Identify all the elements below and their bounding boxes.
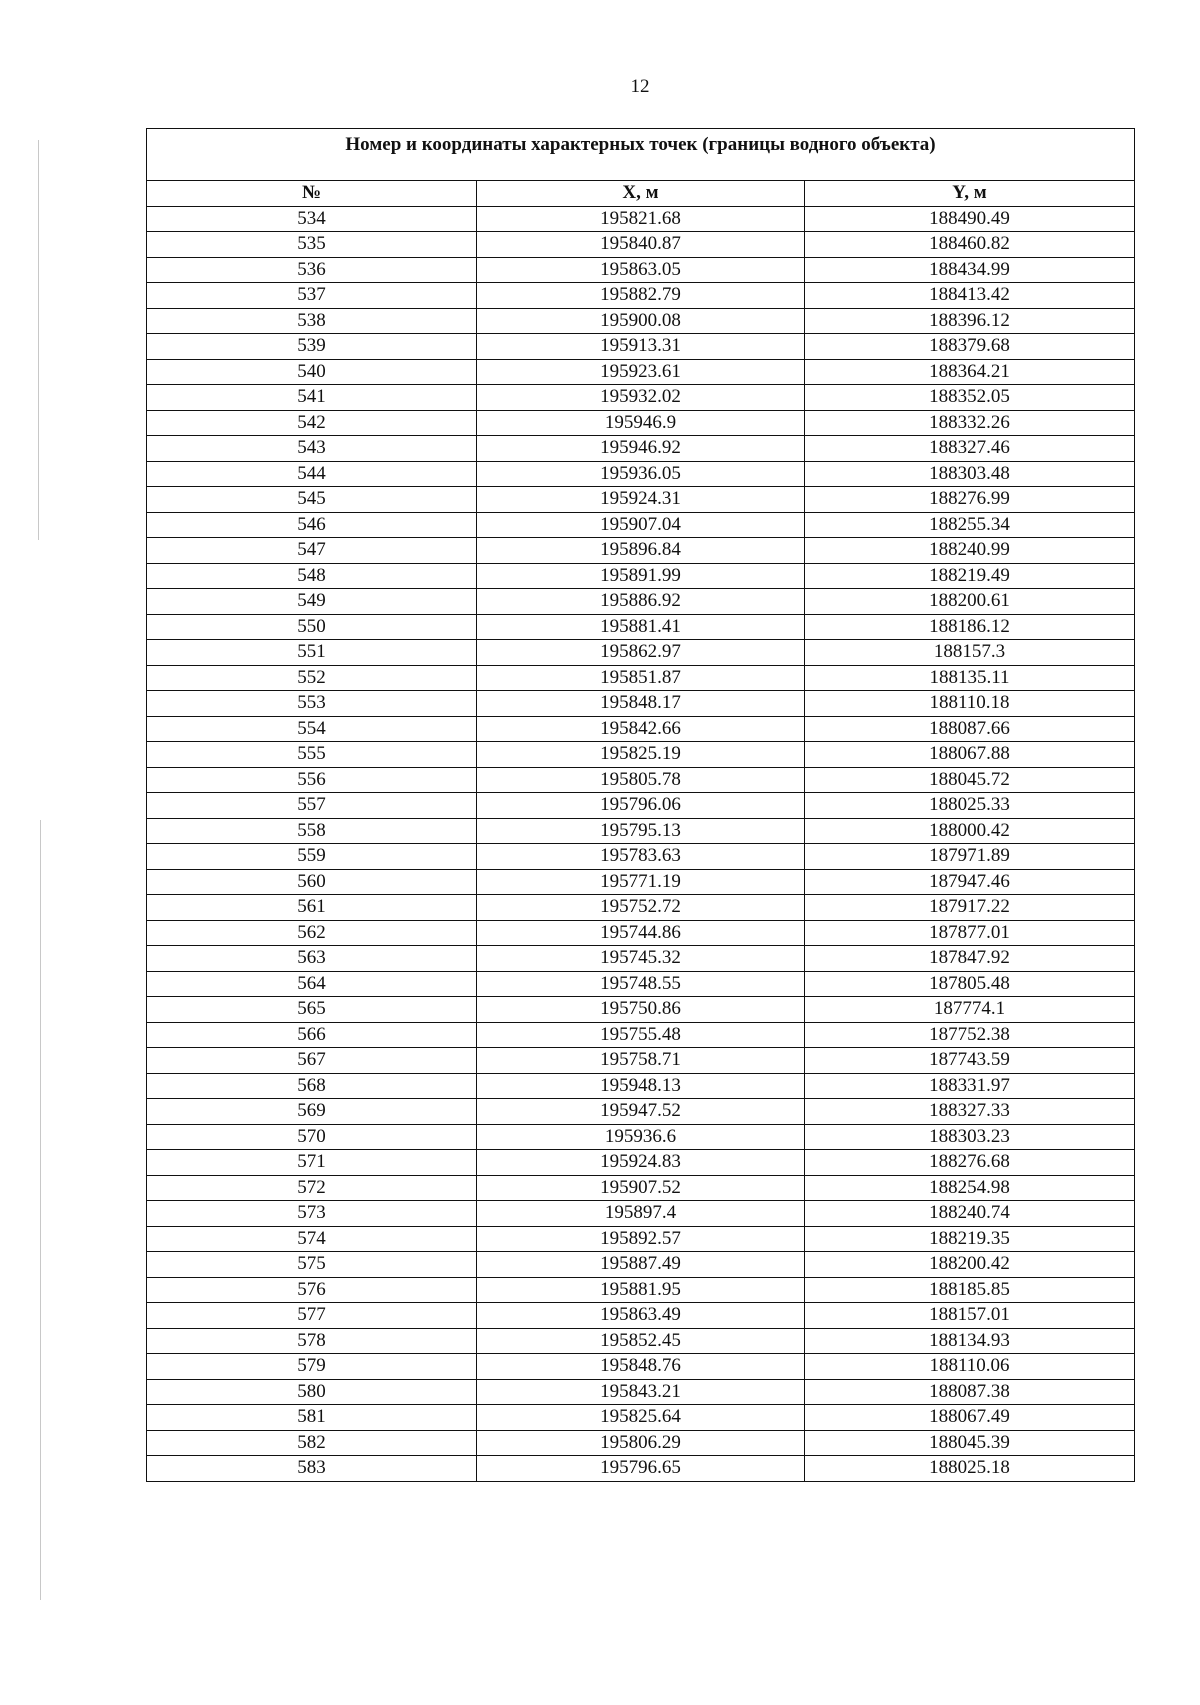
table-row [147, 563, 1135, 589]
point-number-cell: 564 [147, 971, 477, 997]
table-row [147, 1175, 1135, 1201]
header-y: Y, м [805, 181, 1135, 207]
table-row [147, 640, 1135, 666]
point-number-cell: 558 [147, 818, 477, 844]
y-coordinate-cell: 188303.48 [805, 461, 1135, 487]
x-coordinate-cell: 195852.45 [477, 1328, 805, 1354]
y-coordinate-cell: 188276.68 [805, 1150, 1135, 1176]
x-coordinate-cell: 195897.4 [477, 1201, 805, 1227]
x-coordinate-cell: 195936.6 [477, 1124, 805, 1150]
page-number: 12 [630, 76, 650, 97]
point-number-cell: 541 [147, 385, 477, 411]
y-coordinate-cell: 187877.01 [805, 920, 1135, 946]
x-coordinate-cell: 195840.87 [477, 232, 805, 258]
coordinates-table [146, 128, 1135, 1482]
y-coordinate-cell: 188364.21 [805, 359, 1135, 385]
table-row [147, 1277, 1135, 1303]
scan-edge-mark [38, 140, 39, 540]
point-number-cell: 556 [147, 767, 477, 793]
y-coordinate-cell: 188327.46 [805, 436, 1135, 462]
y-coordinate-cell: 187805.48 [805, 971, 1135, 997]
point-number-cell: 568 [147, 1073, 477, 1099]
point-number-cell: 549 [147, 589, 477, 615]
y-coordinate-cell: 188110.18 [805, 691, 1135, 717]
y-coordinate-cell: 188157.3 [805, 640, 1135, 666]
y-coordinate-cell: 188067.88 [805, 742, 1135, 768]
x-coordinate-cell: 195745.32 [477, 946, 805, 972]
table-row [147, 742, 1135, 768]
table-row [147, 1379, 1135, 1405]
point-number-cell: 552 [147, 665, 477, 691]
x-coordinate-cell: 195863.49 [477, 1303, 805, 1329]
table-row [147, 206, 1135, 232]
table-row [147, 410, 1135, 436]
x-coordinate-cell: 195923.61 [477, 359, 805, 385]
x-coordinate-cell: 195881.95 [477, 1277, 805, 1303]
point-number-cell: 571 [147, 1150, 477, 1176]
y-coordinate-cell: 188025.18 [805, 1456, 1135, 1482]
point-number-cell: 537 [147, 283, 477, 309]
point-number-cell: 579 [147, 1354, 477, 1380]
y-coordinate-cell: 188067.49 [805, 1405, 1135, 1431]
table-row [147, 487, 1135, 513]
y-coordinate-cell: 188331.97 [805, 1073, 1135, 1099]
table-row [147, 767, 1135, 793]
y-coordinate-cell: 188396.12 [805, 308, 1135, 334]
point-number-cell: 547 [147, 538, 477, 564]
table-row [147, 946, 1135, 972]
y-coordinate-cell: 188240.74 [805, 1201, 1135, 1227]
y-coordinate-cell: 188200.61 [805, 589, 1135, 615]
point-number-cell: 538 [147, 308, 477, 334]
scan-edge-mark [40, 820, 41, 1600]
y-coordinate-cell: 188460.82 [805, 232, 1135, 258]
table-row [147, 1252, 1135, 1278]
x-coordinate-cell: 195862.97 [477, 640, 805, 666]
x-coordinate-cell: 195946.9 [477, 410, 805, 436]
y-coordinate-cell: 188352.05 [805, 385, 1135, 411]
table-row [147, 1328, 1135, 1354]
y-coordinate-cell: 188219.49 [805, 563, 1135, 589]
table-row [147, 614, 1135, 640]
x-coordinate-cell: 195744.86 [477, 920, 805, 946]
point-number-cell: 576 [147, 1277, 477, 1303]
y-coordinate-cell: 188134.93 [805, 1328, 1135, 1354]
y-coordinate-cell: 188434.99 [805, 257, 1135, 283]
point-number-cell: 575 [147, 1252, 477, 1278]
table-row [147, 1226, 1135, 1252]
table-row [147, 1099, 1135, 1125]
point-number-cell: 559 [147, 844, 477, 870]
x-coordinate-cell: 195863.05 [477, 257, 805, 283]
y-coordinate-cell: 187743.59 [805, 1048, 1135, 1074]
y-coordinate-cell: 187752.38 [805, 1022, 1135, 1048]
x-coordinate-cell: 195842.66 [477, 716, 805, 742]
x-coordinate-cell: 195806.29 [477, 1430, 805, 1456]
table-row [147, 1303, 1135, 1329]
y-coordinate-cell: 188327.33 [805, 1099, 1135, 1125]
y-coordinate-cell: 187774.1 [805, 997, 1135, 1023]
y-coordinate-cell: 188087.66 [805, 716, 1135, 742]
point-number-cell: 582 [147, 1430, 477, 1456]
x-coordinate-cell: 195752.72 [477, 895, 805, 921]
x-coordinate-cell: 195886.92 [477, 589, 805, 615]
x-coordinate-cell: 195825.19 [477, 742, 805, 768]
table-row [147, 665, 1135, 691]
y-coordinate-cell: 188110.06 [805, 1354, 1135, 1380]
point-number-cell: 570 [147, 1124, 477, 1150]
point-number-cell: 578 [147, 1328, 477, 1354]
point-number-cell: 566 [147, 1022, 477, 1048]
table-row [147, 232, 1135, 258]
point-number-cell: 569 [147, 1099, 477, 1125]
point-number-cell: 542 [147, 410, 477, 436]
x-coordinate-cell: 195796.65 [477, 1456, 805, 1482]
x-coordinate-cell: 195795.13 [477, 818, 805, 844]
table-row [147, 461, 1135, 487]
x-coordinate-cell: 195825.64 [477, 1405, 805, 1431]
table-body [147, 206, 1135, 1481]
table-row [147, 334, 1135, 360]
point-number-cell: 540 [147, 359, 477, 385]
y-coordinate-cell: 188276.99 [805, 487, 1135, 513]
point-number-cell: 565 [147, 997, 477, 1023]
y-coordinate-cell: 188045.39 [805, 1430, 1135, 1456]
point-number-cell: 562 [147, 920, 477, 946]
table-row [147, 538, 1135, 564]
x-coordinate-cell: 195805.78 [477, 767, 805, 793]
point-number-cell: 553 [147, 691, 477, 717]
table-row [147, 1405, 1135, 1431]
point-number-cell: 557 [147, 793, 477, 819]
table-row [147, 920, 1135, 946]
x-coordinate-cell: 195882.79 [477, 283, 805, 309]
header-number: № [147, 181, 477, 207]
point-number-cell: 573 [147, 1201, 477, 1227]
point-number-cell: 545 [147, 487, 477, 513]
point-number-cell: 543 [147, 436, 477, 462]
table-row [147, 1022, 1135, 1048]
point-number-cell: 536 [147, 257, 477, 283]
table-row [147, 869, 1135, 895]
table-row [147, 971, 1135, 997]
x-coordinate-cell: 195887.49 [477, 1252, 805, 1278]
table-row [147, 589, 1135, 615]
table-row [147, 1354, 1135, 1380]
point-number-cell: 583 [147, 1456, 477, 1482]
point-number-cell: 577 [147, 1303, 477, 1329]
point-number-cell: 544 [147, 461, 477, 487]
y-coordinate-cell: 187971.89 [805, 844, 1135, 870]
x-coordinate-cell: 195748.55 [477, 971, 805, 997]
table-row [147, 844, 1135, 870]
point-number-cell: 555 [147, 742, 477, 768]
table-row [147, 895, 1135, 921]
y-coordinate-cell: 188219.35 [805, 1226, 1135, 1252]
y-coordinate-cell: 187947.46 [805, 869, 1135, 895]
table-row [147, 1456, 1135, 1482]
x-coordinate-cell: 195843.21 [477, 1379, 805, 1405]
y-coordinate-cell: 188413.42 [805, 283, 1135, 309]
table-row [147, 1124, 1135, 1150]
table-row [147, 691, 1135, 717]
x-coordinate-cell: 195907.04 [477, 512, 805, 538]
y-coordinate-cell: 188379.68 [805, 334, 1135, 360]
table-row [147, 512, 1135, 538]
point-number-cell: 550 [147, 614, 477, 640]
table-row [147, 1201, 1135, 1227]
x-coordinate-cell: 195947.52 [477, 1099, 805, 1125]
x-coordinate-cell: 195924.83 [477, 1150, 805, 1176]
y-coordinate-cell: 188157.01 [805, 1303, 1135, 1329]
y-coordinate-cell: 188087.38 [805, 1379, 1135, 1405]
point-number-cell: 561 [147, 895, 477, 921]
x-coordinate-cell: 195907.52 [477, 1175, 805, 1201]
y-coordinate-cell: 188185.85 [805, 1277, 1135, 1303]
x-coordinate-cell: 195891.99 [477, 563, 805, 589]
y-coordinate-cell: 188254.98 [805, 1175, 1135, 1201]
x-coordinate-cell: 195936.05 [477, 461, 805, 487]
table-row [147, 436, 1135, 462]
point-number-cell: 551 [147, 640, 477, 666]
y-coordinate-cell: 187917.22 [805, 895, 1135, 921]
y-coordinate-cell: 187847.92 [805, 946, 1135, 972]
y-coordinate-cell: 188303.23 [805, 1124, 1135, 1150]
point-number-cell: 539 [147, 334, 477, 360]
x-coordinate-cell: 195848.17 [477, 691, 805, 717]
point-number-cell: 535 [147, 232, 477, 258]
x-coordinate-cell: 195783.63 [477, 844, 805, 870]
table-row [147, 359, 1135, 385]
y-coordinate-cell: 188255.34 [805, 512, 1135, 538]
table-row [147, 385, 1135, 411]
point-number-cell: 560 [147, 869, 477, 895]
y-coordinate-cell: 188135.11 [805, 665, 1135, 691]
x-coordinate-cell: 195796.06 [477, 793, 805, 819]
y-coordinate-cell: 188332.26 [805, 410, 1135, 436]
y-coordinate-cell: 188045.72 [805, 767, 1135, 793]
point-number-cell: 534 [147, 206, 477, 232]
table-row [147, 283, 1135, 309]
y-coordinate-cell: 188490.49 [805, 206, 1135, 232]
table-row [147, 997, 1135, 1023]
x-coordinate-cell: 195881.41 [477, 614, 805, 640]
point-number-cell: 546 [147, 512, 477, 538]
table-row [147, 793, 1135, 819]
x-coordinate-cell: 195821.68 [477, 206, 805, 232]
x-coordinate-cell: 195848.76 [477, 1354, 805, 1380]
point-number-cell: 563 [147, 946, 477, 972]
y-coordinate-cell: 188200.42 [805, 1252, 1135, 1278]
x-coordinate-cell: 195851.87 [477, 665, 805, 691]
y-coordinate-cell: 188000.42 [805, 818, 1135, 844]
x-coordinate-cell: 195771.19 [477, 869, 805, 895]
point-number-cell: 572 [147, 1175, 477, 1201]
x-coordinate-cell: 195924.31 [477, 487, 805, 513]
x-coordinate-cell: 195896.84 [477, 538, 805, 564]
table-caption: Номер и координаты характерных точек (границы водного объекта) [147, 129, 1135, 181]
table-row [147, 257, 1135, 283]
y-coordinate-cell: 188240.99 [805, 538, 1135, 564]
x-coordinate-cell: 195946.92 [477, 436, 805, 462]
x-coordinate-cell: 195900.08 [477, 308, 805, 334]
point-number-cell: 554 [147, 716, 477, 742]
point-number-cell: 581 [147, 1405, 477, 1431]
table-row [147, 1073, 1135, 1099]
y-coordinate-cell: 188025.33 [805, 793, 1135, 819]
table-row [147, 818, 1135, 844]
x-coordinate-cell: 195948.13 [477, 1073, 805, 1099]
table-row [147, 308, 1135, 334]
point-number-cell: 574 [147, 1226, 477, 1252]
table-row [147, 716, 1135, 742]
x-coordinate-cell: 195892.57 [477, 1226, 805, 1252]
point-number-cell: 567 [147, 1048, 477, 1074]
x-coordinate-cell: 195755.48 [477, 1022, 805, 1048]
y-coordinate-cell: 188186.12 [805, 614, 1135, 640]
header-x: X, м [477, 181, 805, 207]
x-coordinate-cell: 195913.31 [477, 334, 805, 360]
point-number-cell: 548 [147, 563, 477, 589]
point-number-cell: 580 [147, 1379, 477, 1405]
x-coordinate-cell: 195750.86 [477, 997, 805, 1023]
table-row [147, 1150, 1135, 1176]
x-coordinate-cell: 195932.02 [477, 385, 805, 411]
table-row [147, 1430, 1135, 1456]
x-coordinate-cell: 195758.71 [477, 1048, 805, 1074]
table-row [147, 1048, 1135, 1074]
